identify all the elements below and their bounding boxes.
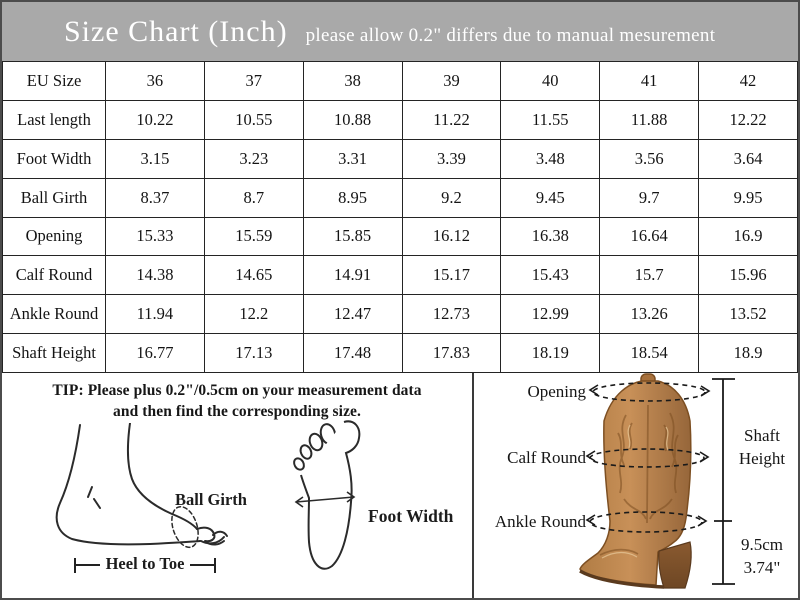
size-cell: 12.22 <box>699 100 798 139</box>
size-cell: 17.13 <box>204 334 303 373</box>
size-cell: 8.7 <box>204 178 303 217</box>
size-cell: 10.55 <box>204 100 303 139</box>
size-cell: 39 <box>402 62 501 101</box>
size-cell: 15.59 <box>204 217 303 256</box>
row-header-last-length: Last length <box>3 100 106 139</box>
top-foot-illustration <box>288 418 368 578</box>
size-cell: 16.77 <box>106 334 205 373</box>
foot-width-label: Foot Width <box>368 506 454 526</box>
size-cell: 18.19 <box>501 334 600 373</box>
chart-subtitle: please allow 0.2" differs due to manual mesurement <box>305 25 716 46</box>
ankle-round-label: Ankle Round <box>494 512 586 531</box>
chart-title: Size Chart (Inch) <box>64 15 288 48</box>
size-cell: 3.56 <box>600 139 699 178</box>
size-cell: 9.7 <box>600 178 699 217</box>
row-header-opening: Opening <box>3 217 106 256</box>
table-row <box>3 62 798 101</box>
size-cell: 41 <box>600 62 699 101</box>
size-cell: 18.9 <box>699 334 798 373</box>
size-cell: 16.12 <box>402 217 501 256</box>
size-cell: 11.94 <box>106 295 205 334</box>
size-cell: 8.95 <box>303 178 402 217</box>
size-cell: 3.39 <box>402 139 501 178</box>
size-cell: 13.26 <box>600 295 699 334</box>
size-cell: 3.15 <box>106 139 205 178</box>
ball-girth-label: Ball Girth <box>175 490 247 509</box>
size-cell: 14.91 <box>303 256 402 295</box>
tip-text <box>42 380 432 422</box>
opening-label: Opening <box>527 382 586 401</box>
size-cell: 16.38 <box>501 217 600 256</box>
size-cell: 12.2 <box>204 295 303 334</box>
table-row <box>3 178 798 217</box>
size-cell: 3.48 <box>501 139 600 178</box>
size-cell: 10.88 <box>303 100 402 139</box>
size-cell: 15.96 <box>699 256 798 295</box>
size-cell: 3.31 <box>303 139 402 178</box>
heel-to-toe-measure <box>74 555 216 575</box>
table-row <box>3 256 798 295</box>
size-cell: 3.23 <box>204 139 303 178</box>
chart-header <box>2 2 798 61</box>
row-header-ankle-round: Ankle Round <box>3 295 106 334</box>
side-foot-illustration <box>46 423 242 555</box>
size-cell: 14.65 <box>204 256 303 295</box>
tip-line-2: and then find the corresponding size. <box>113 403 361 420</box>
measure-endcap <box>214 558 216 573</box>
heel-height-label <box>730 533 794 579</box>
heel-to-toe-label: Heel to Toe <box>105 554 185 573</box>
measure-line <box>76 564 100 566</box>
size-cell: 11.22 <box>402 100 501 139</box>
size-cell: 3.64 <box>699 139 798 178</box>
size-cell: 40 <box>501 62 600 101</box>
row-header-shaft-height: Shaft Height <box>3 334 106 373</box>
size-cell: 17.83 <box>402 334 501 373</box>
size-cell: 15.33 <box>106 217 205 256</box>
shaft-height-line2: Height <box>738 449 786 468</box>
row-header-eu-size: EU Size <box>3 62 106 101</box>
size-cell: 8.37 <box>106 178 205 217</box>
table-row <box>3 139 798 178</box>
calf-round-label: Calf Round <box>507 448 586 467</box>
size-cell: 13.52 <box>699 295 798 334</box>
size-cell: 15.43 <box>501 256 600 295</box>
size-cell: 16.9 <box>699 217 798 256</box>
size-cell: 9.2 <box>402 178 501 217</box>
size-cell: 18.54 <box>600 334 699 373</box>
size-cell: 15.85 <box>303 217 402 256</box>
size-cell: 15.17 <box>402 256 501 295</box>
tip-line-1: TIP: Please plus 0.2"/0.5cm on your measurement data <box>52 382 422 399</box>
shaft-height-line1: Shaft <box>744 426 780 445</box>
size-cell: 36 <box>106 62 205 101</box>
size-cell: 14.38 <box>106 256 205 295</box>
row-header-calf-round: Calf Round <box>3 256 106 295</box>
table-row <box>3 217 798 256</box>
size-cell: 9.95 <box>699 178 798 217</box>
measure-line <box>190 564 214 566</box>
size-cell: 10.22 <box>106 100 205 139</box>
size-cell: 12.73 <box>402 295 501 334</box>
row-header-foot-width: Foot Width <box>3 139 106 178</box>
size-cell: 11.88 <box>600 100 699 139</box>
size-cell: 42 <box>699 62 798 101</box>
size-cell: 17.48 <box>303 334 402 373</box>
size-cell: 37 <box>204 62 303 101</box>
table-row <box>3 295 798 334</box>
size-cell: 12.47 <box>303 295 402 334</box>
size-cell: 12.99 <box>501 295 600 334</box>
heel-height-cm: 9.5cm <box>740 535 784 554</box>
size-cell: 38 <box>303 62 402 101</box>
table-row <box>3 100 798 139</box>
size-table <box>2 61 798 373</box>
size-cell: 16.64 <box>600 217 699 256</box>
size-cell: 15.7 <box>600 256 699 295</box>
size-cell: 9.45 <box>501 178 600 217</box>
row-header-ball-girth: Ball Girth <box>3 178 106 217</box>
size-table-body <box>3 62 798 373</box>
heel-height-inch: 3.74" <box>743 558 781 577</box>
shaft-height-label <box>730 424 794 470</box>
table-row <box>3 334 798 373</box>
size-cell: 11.55 <box>501 100 600 139</box>
boot-diagram-panel <box>472 373 798 598</box>
measurement-guide-panel <box>2 373 472 598</box>
